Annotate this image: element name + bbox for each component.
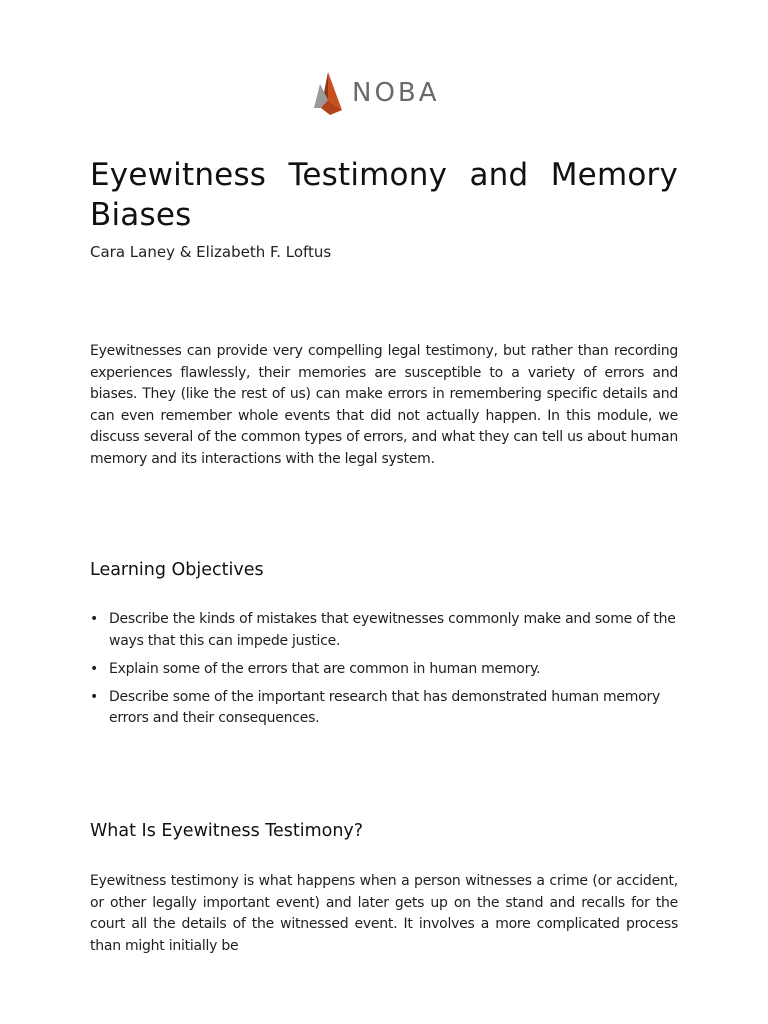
document-title: Eyewitness Testimony and Memory Biases [90,157,678,233]
list-item [90,659,678,681]
objective-text: Explain some of the errors that are common in human memory. [109,660,541,677]
brand-name: NOBA [352,78,440,108]
learning-objectives-list [90,609,678,736]
section-heading-eyewitness: What Is Eyewitness Testimony? [90,821,364,841]
abstract-paragraph: Eyewitnesses can provide very compelling legal testimony, but rather than recording experiences flawlessly, their memories are susceptible to a variety of errors and biases. They (like the rest of us) can make errors in remembering specific details and can even remember whole events that did not actually happen. In this module, we discuss several of the common types of errors, and what they can tell us about human memory and its interactions with the legal system. [90,343,678,467]
noba-logo [313,70,440,116]
list-item [90,687,678,730]
objective-text: Describe some of the important research that has demonstrated human memory errors and their consequences. [109,688,661,727]
bullet-icon: • [90,660,99,677]
bullet-icon: • [90,611,99,627]
objective-text: Describe the kinds of mistakes that eyewitnesses commonly make and some of the ways that this can impede justice. [109,611,676,649]
noba-mountain-icon [313,70,343,116]
list-item [90,609,678,652]
bullet-icon: • [90,688,99,705]
section-paragraph: Eyewitness testimony is what happens when a person witnesses a crime (or accident, or other legally important event) and later gets up on the stand and recalls for the court all the details of the witnessed event. It involves a more complicated process than might initially be [90,873,678,954]
learning-objectives-heading: Learning Objectives [90,560,264,580]
authors: Cara Laney & Elizabeth F. Loftus [90,243,332,261]
